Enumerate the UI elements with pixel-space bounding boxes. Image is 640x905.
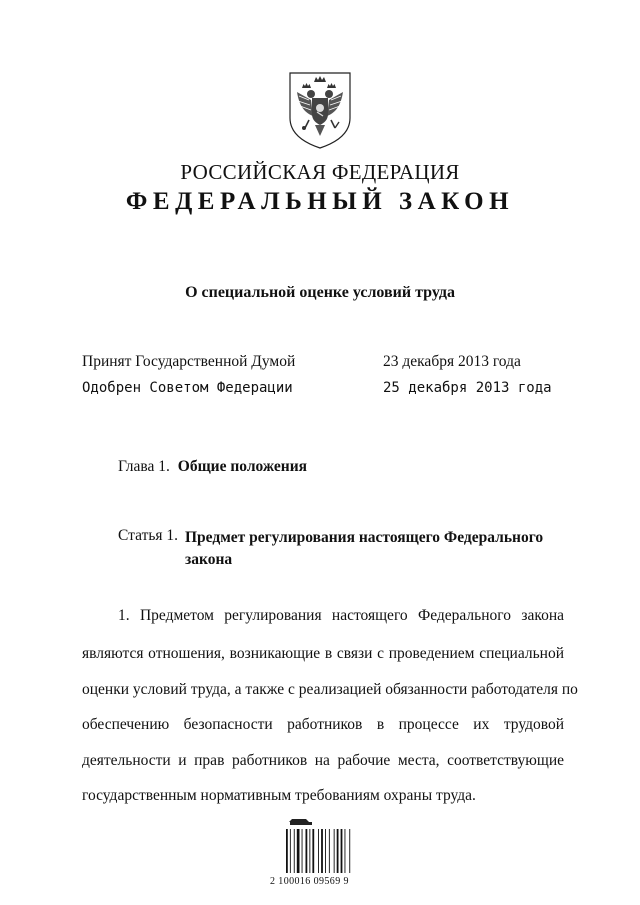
paragraph-line: деятельности и прав работников на рабочие места, соответствующие bbox=[82, 752, 564, 769]
approved-date: 25 декабря 2013 года bbox=[383, 380, 552, 396]
chapter-label: Глава 1. bbox=[118, 458, 170, 475]
chapter-heading bbox=[118, 458, 307, 476]
adopted-date: 23 декабря 2013 года bbox=[383, 353, 521, 370]
barcode-number: 2 100016 09569 9 bbox=[270, 876, 349, 887]
chapter-title: Общие положения bbox=[177, 458, 308, 475]
paragraph-line: являются отношения, возникающие в связи с проведением специальной bbox=[82, 645, 564, 662]
barcode-icon bbox=[284, 815, 354, 877]
country-name: РОССИЙСКАЯ ФЕДЕРАЦИЯ bbox=[180, 160, 460, 184]
adopted-by-duma-label: Принят Государственной Думой bbox=[82, 353, 296, 370]
paragraph-line: 1. Предметом регулирования настоящего Федерального закона bbox=[118, 607, 564, 624]
law-title: О специальной оценке условий труда bbox=[185, 284, 455, 301]
coat-of-arms-icon bbox=[287, 70, 353, 150]
approved-by-council-label: Одобрен Советом Федерации bbox=[82, 380, 293, 396]
document-type-heading: ФЕДЕРАЛЬНЫЙ ЗАКОН bbox=[125, 188, 515, 215]
article-title: Предмет регулирования настоящего Федерального закона bbox=[185, 529, 544, 568]
paragraph-line: государственным нормативным требованиям охраны труда. bbox=[82, 787, 476, 804]
paragraph-line: обеспечению безопасности работников в процессе их трудовой bbox=[82, 716, 564, 733]
paragraph-line: оценки условий труда, а также с реализацией обязанности работодателя по bbox=[82, 681, 578, 698]
article-label: Статья 1. bbox=[118, 527, 179, 544]
